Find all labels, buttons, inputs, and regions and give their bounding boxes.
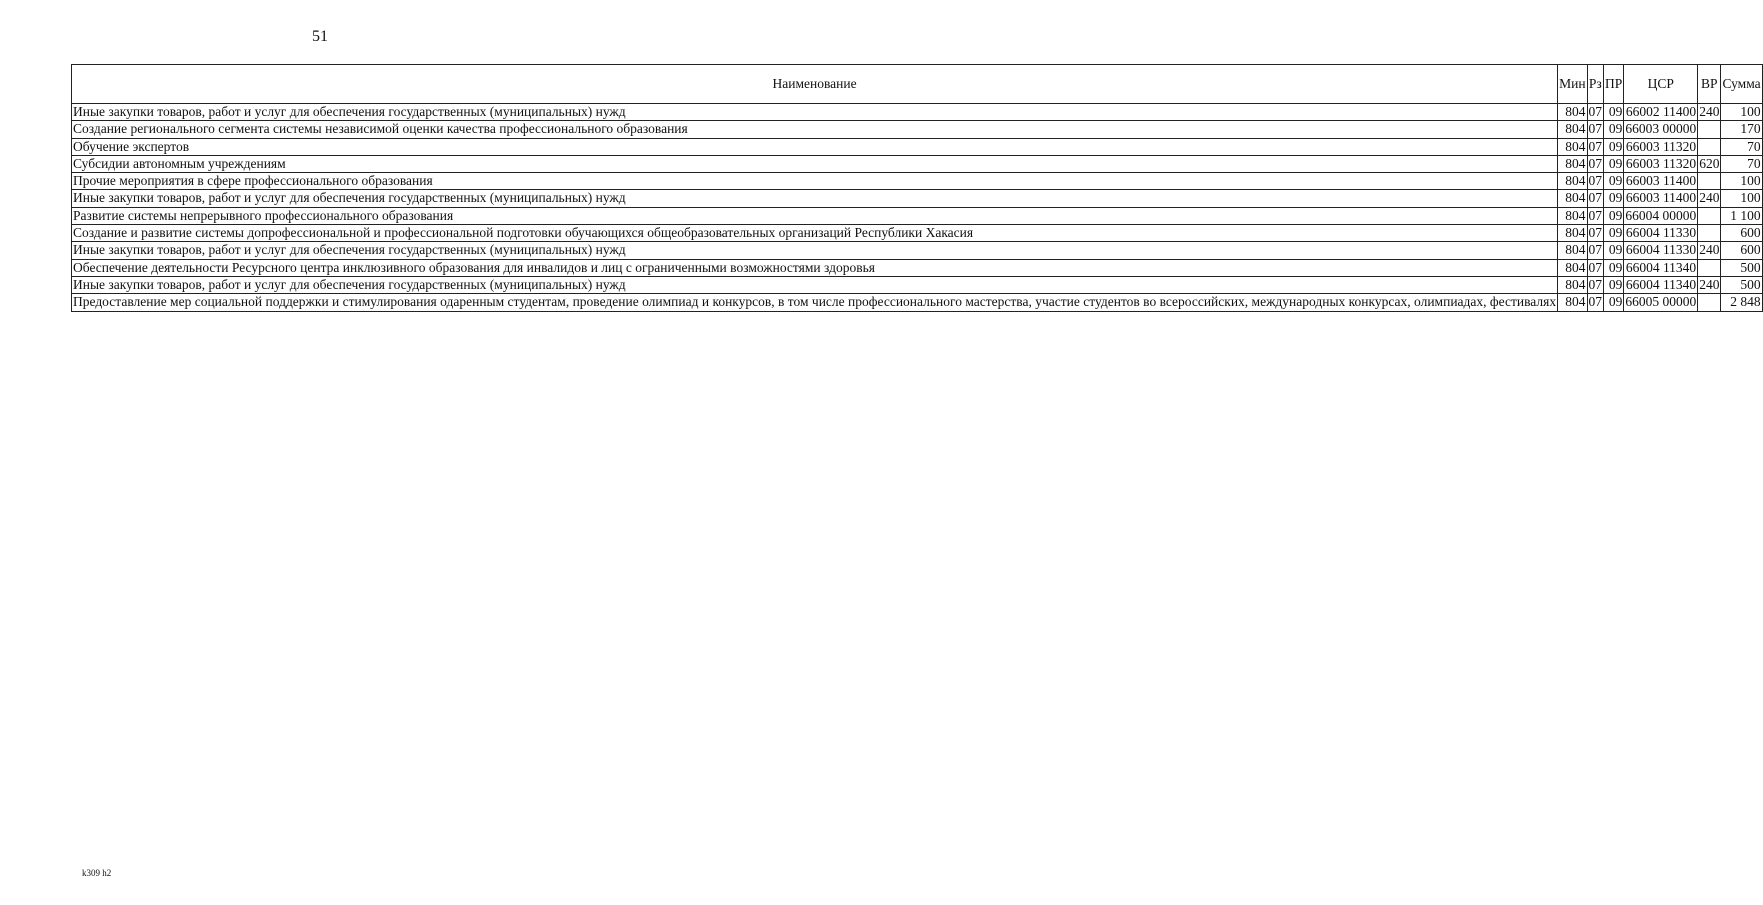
cell-pr: 09 (1604, 121, 1624, 138)
cell-vr: 240 (1699, 276, 1720, 292)
cell-min: 804 (1558, 104, 1587, 121)
table-row (72, 173, 1763, 190)
cell-sum: 500 (1721, 276, 1762, 293)
cell-pr: 09 (1604, 294, 1624, 311)
cell-name: Предоставление мер социальной поддержки и стимулирования одаренным студентам, проведение олимпиад и конкурсов, в том числе профессионального мастерства, участие студентов во всероссийских, международных конкурсах, олимпиадах, фестивалях (73, 294, 1557, 310)
cell-csr: 66004 11330 (1625, 225, 1697, 241)
cell-csr: 66004 11330 (1625, 242, 1697, 258)
cell-min: 804 (1558, 294, 1587, 311)
cell-min: 804 (1558, 155, 1587, 172)
header-rz: Рз (1587, 65, 1604, 104)
cell-min: 804 (1558, 138, 1587, 155)
cell-rz: 07 (1588, 207, 1603, 223)
cell-sum: 1 100 (1721, 207, 1762, 224)
cell-min: 804 (1558, 259, 1587, 276)
cell-sum: 70 (1721, 138, 1762, 155)
table-row (72, 207, 1763, 224)
budget-table (71, 64, 1763, 312)
cell-csr: 66004 11340 (1625, 259, 1697, 275)
cell-name: Субсидии автономным учреждениям (72, 155, 1558, 172)
table-row (72, 155, 1763, 172)
cell-pr: 09 (1604, 207, 1624, 224)
cell-rz: 07 (1588, 173, 1603, 189)
cell-sum: 600 (1721, 225, 1762, 242)
table-row (72, 276, 1763, 293)
cell-name: Обеспечение деятельности Ресурсного центра инклюзивного образования для инвалидов и лиц с ограниченными возможностями здоровья (72, 259, 1558, 276)
cell-sum: 100 (1721, 104, 1762, 121)
cell-min: 804 (1558, 190, 1587, 207)
cell-vr: 240 (1699, 190, 1720, 206)
cell-vr: 240 (1699, 242, 1720, 258)
cell-name: Иные закупки товаров, работ и услуг для обеспечения государственных (муниципальных) нужд (72, 190, 1558, 207)
cell-rz: 07 (1588, 294, 1603, 310)
cell-pr: 09 (1604, 155, 1624, 172)
cell-name: Создание регионального сегмента системы независимой оценки качества профессионального образования (72, 121, 1558, 138)
cell-vr (1698, 294, 1721, 311)
cell-csr: 66003 11320 (1625, 138, 1697, 154)
cell-sum: 2 848 (1721, 294, 1762, 311)
cell-pr: 09 (1604, 276, 1624, 293)
cell-csr: 66004 11340 (1625, 276, 1697, 292)
cell-vr (1698, 121, 1721, 138)
cell-min: 804 (1558, 207, 1587, 224)
header-pr: ПР (1604, 65, 1624, 104)
cell-min: 804 (1558, 242, 1587, 259)
cell-pr: 09 (1604, 173, 1624, 190)
cell-vr (1698, 138, 1721, 155)
cell-sum: 600 (1721, 242, 1762, 259)
cell-csr: 66003 11400 (1625, 190, 1697, 206)
table-row (72, 242, 1763, 259)
cell-rz: 07 (1588, 276, 1603, 292)
cell-sum: 170 (1721, 121, 1762, 138)
cell-pr: 09 (1604, 104, 1624, 121)
header-row (72, 65, 1763, 104)
cell-name: Прочие мероприятия в сфере профессионального образования (72, 173, 1558, 190)
cell-pr: 09 (1604, 242, 1624, 259)
table-row (72, 225, 1763, 242)
cell-sum: 70 (1721, 155, 1762, 172)
page-number: 51 (312, 28, 328, 45)
table-row (72, 294, 1763, 311)
cell-csr: 66003 11320 (1625, 155, 1697, 171)
cell-name: Иные закупки товаров, работ и услуг для обеспечения государственных (муниципальных) нужд (72, 242, 1558, 259)
cell-csr: 66003 11400 (1625, 173, 1697, 189)
header-name: Наименование (72, 65, 1558, 104)
cell-name: Иные закупки товаров, работ и услуг для обеспечения государственных (муниципальных) нужд (72, 104, 1558, 121)
cell-pr: 09 (1604, 259, 1624, 276)
cell-name: Обучение экспертов (72, 138, 1558, 155)
cell-name: Иные закупки товаров, работ и услуг для обеспечения государственных (муниципальных) нужд (72, 276, 1558, 293)
cell-vr (1698, 207, 1721, 224)
cell-csr: 66005 00000 (1625, 294, 1697, 310)
cell-csr: 66003 00000 (1625, 121, 1697, 137)
cell-name: Развитие системы непрерывного профессионального образования (72, 207, 1558, 224)
cell-sum: 100 (1721, 173, 1762, 190)
header-csr: ЦСР (1624, 65, 1698, 104)
table-row (72, 121, 1763, 138)
document-code: k309 h2 (82, 868, 112, 878)
table-row (72, 138, 1763, 155)
cell-vr: 620 (1699, 155, 1720, 171)
cell-csr: 66002 11400 (1625, 104, 1697, 119)
header-vr: ВР (1698, 65, 1721, 104)
cell-sum: 500 (1721, 259, 1762, 276)
table-row (72, 104, 1763, 121)
cell-min: 804 (1558, 225, 1587, 242)
cell-rz: 07 (1588, 121, 1603, 137)
cell-sum: 100 (1721, 190, 1762, 207)
cell-rz: 07 (1588, 138, 1603, 154)
table-row (72, 259, 1763, 276)
cell-rz: 07 (1588, 259, 1603, 275)
header-min: Мин (1558, 65, 1587, 104)
cell-pr: 09 (1604, 225, 1624, 242)
cell-vr (1698, 259, 1721, 276)
table-row (72, 190, 1763, 207)
cell-min: 804 (1558, 276, 1587, 293)
cell-rz: 07 (1588, 225, 1603, 241)
cell-csr: 66004 00000 (1625, 207, 1697, 223)
cell-rz: 07 (1588, 155, 1603, 171)
cell-vr (1698, 225, 1721, 242)
cell-rz: 07 (1588, 242, 1603, 258)
cell-min: 804 (1558, 121, 1587, 138)
cell-pr: 09 (1604, 138, 1624, 155)
cell-min: 804 (1558, 173, 1587, 190)
cell-vr (1698, 173, 1721, 190)
cell-vr: 240 (1699, 104, 1720, 119)
header-sum: Сумма (1721, 65, 1762, 104)
cell-name: Создание и развитие системы допрофессиональной и профессиональной подготовки обучающихся общеобразовательных организаций Республики Хакасия (72, 225, 1558, 242)
cell-pr: 09 (1604, 190, 1624, 207)
cell-rz: 07 (1588, 190, 1603, 206)
cell-rz: 07 (1588, 104, 1603, 119)
